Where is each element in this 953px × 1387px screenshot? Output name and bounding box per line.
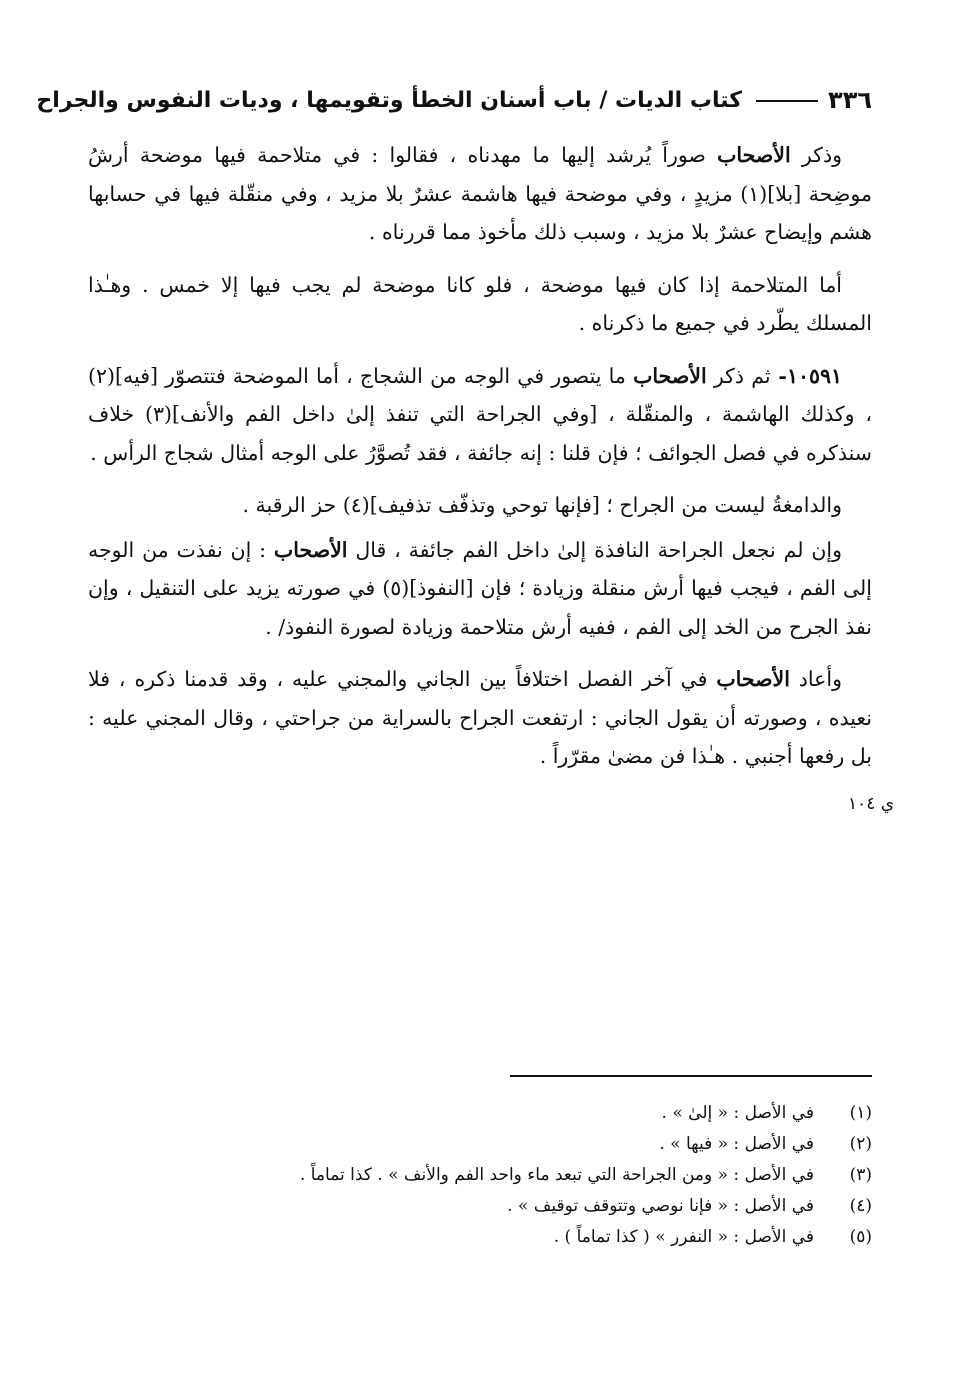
footnote-number: (٤)	[849, 1196, 872, 1216]
page-number: ٣٣٦	[828, 86, 872, 114]
footnote-number: (٣)	[849, 1165, 872, 1185]
footnote-number: (٢)	[849, 1134, 872, 1154]
paragraph-3	[88, 357, 872, 473]
footnote-text: في الأصل : « إلىٰ » .	[661, 1103, 814, 1123]
text-run: وذكر	[790, 143, 842, 167]
paragraph-6	[88, 660, 872, 776]
text-run: وأعاد	[789, 667, 843, 691]
running-title: كتاب الديات / باب أسنان الخطأ وتقويمها ، وديات النفوس والجراح	[36, 88, 742, 113]
running-header	[36, 84, 872, 124]
bold-term: الأصحاب	[716, 667, 790, 691]
footnotes	[150, 1098, 872, 1253]
header-rule	[756, 100, 818, 102]
footnote	[150, 1098, 872, 1129]
paragraph-4: والدامغةُ ليست من الجراح ؛ [فإنها توحي وتذفّف تذفيف](٤) حز الرقبة .	[242, 493, 842, 517]
footnote-text: في الأصل : « فيها » .	[659, 1134, 814, 1154]
paragraph-2: أما المتلاحمة إذا كان فيها موضحة ، فلو كانا موضحة لم يجب فيها إلا خمس . وهـٰذا المسلك يطّرد في جميع ما ذكرناه .	[88, 272, 872, 335]
footnote-text: في الأصل : « فإنا نوصي وتتوقف توقيف » .	[507, 1196, 814, 1216]
margin-manuscript-note: ي ١٠٤	[848, 794, 895, 814]
text-run: صوراً يُرشد إليها ما مهدناه ، فقالوا : في متلاحمة فيها موضحة أرشُ موضِحة [بلا](١) مزيدٍ ، وفي موضحة فيها هاشمة عشرٌ بلا مزيد ، وفي منقّلة فيها في حسابها هشم وإيضاح عشرٌ بلا مزيد ، وسبب ذلك مأخوذ مما قررناه .	[88, 143, 872, 244]
bold-term: الأصحاب	[633, 363, 707, 388]
text-run: وإن لم نجعل الجراحة النافذة إلىٰ داخل الفم جائفة ، قال	[347, 537, 843, 562]
footnote-number: (٥)	[849, 1227, 872, 1247]
bold-term: الأصحاب	[273, 537, 348, 562]
footnote	[150, 1160, 872, 1191]
section-number: ١٠٥٩١-	[770, 363, 842, 388]
footnote-separator	[510, 1075, 872, 1077]
footnote	[150, 1129, 872, 1160]
paragraph-5	[88, 531, 872, 647]
footnote-number: (١)	[849, 1103, 872, 1123]
paragraph-1	[88, 136, 872, 252]
text-run: ما يتصور في الوجه من الشجاج ، أما الموضحة فتتصوّر [فيه](٢) ، وكذلك الهاشمة ، والمنقّلة ، [وفي الجراحة التي تنفذ إلىٰ داخل الفم والأنف](٣) خلاف سنذكره في فصل الجوائف ؛ فإن قلنا : إنه جائفة ، فقد تُصوَّرُ على الوجه أمثال شجاج الرأس .	[88, 363, 872, 465]
text-run: ثم ذكر	[706, 363, 771, 388]
footnote	[150, 1222, 872, 1253]
text-run: في آخر الفصل اختلافاً بين الجاني والمجني عليه ، وقد قدمنا ذكره ، فلا نعيده ، وصورته أن يقول الجاني : ارتفعت الجراح بالسراية من جراحتي ، وقال المجني عليه : بل رفعها أجنبي . هـٰذا فن مضىٰ مقرّراً .	[88, 667, 872, 768]
text-run: : إن نفذت من الوجه إلى الفم ، فيجب فيها أرش منقلة وزيادة ؛ فإن [النفوذ](٥) في صورته يزيد على التنقيل ، وإن نفذ الجرح من الخد إلى الفم ، ففيه أرش متلاحمة وزيادة لصورة النفوذ/ .	[88, 537, 872, 639]
footnote	[150, 1191, 872, 1222]
footnote-text: في الأصل : « ومن الجراحة التي تبعد ماء واحد الفم والأنف » . كذا تماماً .	[299, 1165, 814, 1185]
bold-term: الأصحاب	[717, 143, 791, 167]
main-text	[88, 136, 872, 790]
footnote-text: في الأصل : « النفرر » ( كذا تماماً ) .	[553, 1227, 814, 1247]
